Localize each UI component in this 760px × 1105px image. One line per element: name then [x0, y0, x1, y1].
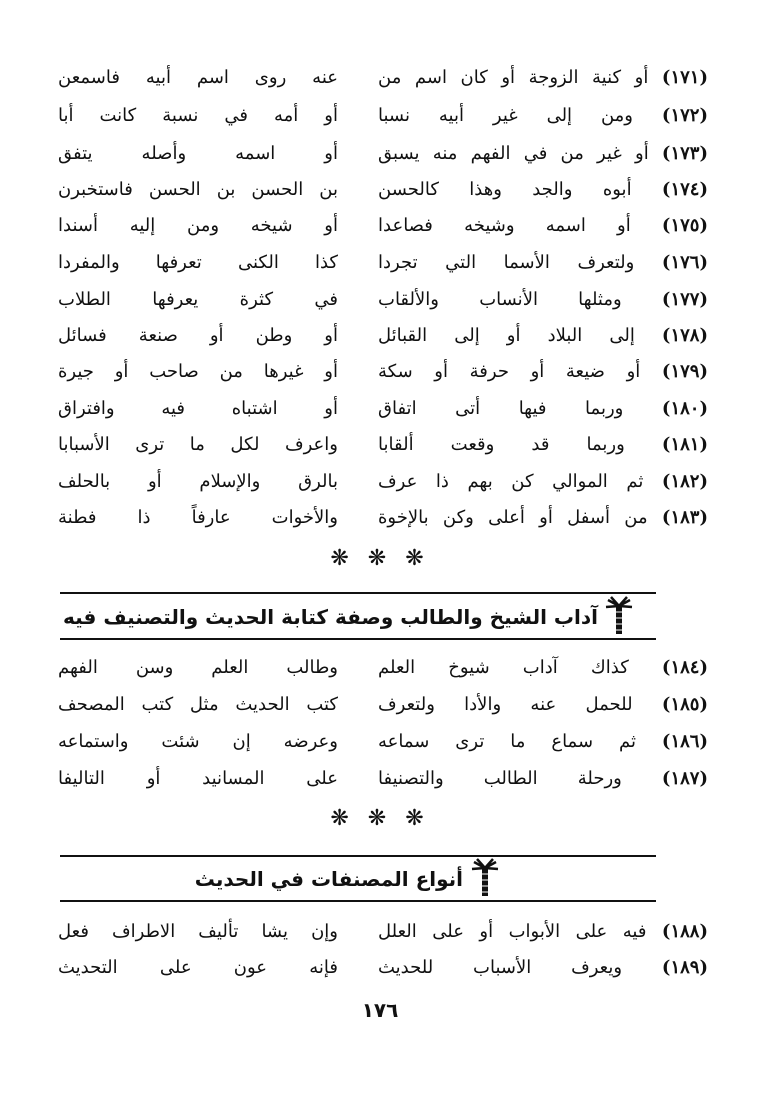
hemistich-text: ثم سماع ما ترى سماعه	[378, 731, 636, 752]
verse-second-hemistich: في كثرة يعرفها الطلاب	[58, 289, 338, 310]
verse-first-hemistich	[378, 98, 708, 134]
section-separator-stars: ❋ ❋ ❋	[330, 806, 430, 831]
heading-bottom-rule	[60, 638, 656, 640]
heading-top-rule	[60, 592, 656, 594]
verse-row	[0, 318, 760, 354]
hemistich-text: ومثلها الأنساب والألقاب	[378, 289, 622, 310]
verse-number: (١٨٥)	[661, 694, 708, 715]
verse-first-hemistich	[378, 761, 708, 797]
verse-number: (١٧١)	[661, 67, 708, 88]
verse-first-hemistich	[378, 500, 708, 536]
verse-number: (١٨٢)	[661, 471, 708, 492]
verse-second-hemistich: كذا الكنى تعرفها والمفردا	[58, 252, 338, 273]
verse-number: (١٧٨)	[661, 325, 708, 346]
verse-number: (١٨٣)	[661, 507, 708, 528]
verse-row	[0, 60, 760, 96]
verse-number: (١٧٤)	[661, 179, 708, 200]
verse-first-hemistich	[378, 950, 708, 986]
verse-row	[0, 391, 760, 427]
verse-second-hemistich: وطالب العلم وسن الفهم	[58, 657, 338, 678]
verse-number: (١٨٠)	[661, 398, 708, 419]
hemistich-text: ورحلة الطالب والتصنيفا	[378, 768, 622, 789]
verse-number: (١٨٧)	[661, 768, 708, 789]
page-number: ١٧٦	[361, 998, 399, 1022]
verse-row	[0, 687, 760, 723]
heading-top-rule	[60, 855, 656, 857]
verse-first-hemistich	[378, 687, 708, 723]
verse-second-hemistich: والأخوات عارفاً ذا فطنة	[58, 507, 338, 528]
verse-second-hemistich: أو اشتباه فيه وافتراق	[58, 398, 338, 419]
hemistich-text: وربما فيها أتى اتفاق	[378, 398, 624, 419]
verse-row	[0, 950, 760, 986]
verse-first-hemistich	[378, 391, 708, 427]
verse-first-hemistich	[378, 60, 708, 96]
section-heading-anwa: أنواع المصنفات في الحديث	[194, 867, 463, 891]
palm-tree-icon	[604, 596, 634, 636]
verse-row	[0, 650, 760, 686]
hemistich-text: إلى البلاد أو إلى القبائل	[378, 325, 635, 346]
heading-bottom-rule	[60, 900, 656, 902]
verse-row	[0, 724, 760, 760]
verse-row	[0, 282, 760, 318]
verse-first-hemistich	[378, 914, 708, 950]
verse-first-hemistich	[378, 172, 708, 208]
verse-first-hemistich	[378, 208, 708, 244]
verse-second-hemistich: على المسانيد أو التاليفا	[58, 768, 338, 789]
hemistich-text: ويعرف الأسباب للحديث	[378, 957, 623, 978]
verse-second-hemistich: أو اسمه وأصله يتفق	[58, 143, 338, 164]
hemistich-text: ولتعرف الأسما التي تجردا	[378, 252, 635, 273]
verse-row	[0, 208, 760, 244]
verse-number: (١٧٥)	[661, 215, 708, 236]
verse-second-hemistich: عنه روى اسم أبيه فاسمعن	[58, 67, 338, 88]
verse-row	[0, 245, 760, 281]
section-separator-stars: ❋ ❋ ❋	[330, 546, 430, 571]
verse-row	[0, 500, 760, 536]
hemistich-text: ومن إلى غير أبيه نسبا	[378, 105, 634, 126]
hemistich-text: كذاك آداب شيوخ العلم	[378, 657, 629, 678]
verse-second-hemistich: بالرق والإسلام أو بالحلف	[58, 471, 338, 492]
verse-row	[0, 761, 760, 797]
verse-first-hemistich	[378, 650, 708, 686]
verse-second-hemistich: أو أمه في نسبة كانت أبا	[58, 105, 338, 126]
verse-number: (١٨٤)	[661, 657, 708, 678]
verse-row	[0, 98, 760, 134]
verse-second-hemistich: وعرضه إن شئت واستماعه	[58, 731, 338, 752]
hemistich-text: أو كنية الزوجة أو كان اسم من	[378, 67, 649, 88]
verse-number: (١٨٩)	[661, 957, 708, 978]
section-heading-adab: آداب الشيخ والطالب وصفة كتابة الحديث والتصنيف فيه	[62, 605, 598, 629]
verse-first-hemistich	[378, 136, 708, 172]
verse-row	[0, 172, 760, 208]
verse-first-hemistich	[378, 724, 708, 760]
verse-second-hemistich: أو وطن أو صنعة فسائل	[58, 325, 338, 346]
hemistich-text: أو غير من في الفهم منه يسبق	[378, 143, 649, 164]
verse-first-hemistich	[378, 282, 708, 318]
hemistich-text: أبوه والجد وهذا كالحسن	[378, 179, 632, 200]
hemistich-text: من أسفل أو أعلى وكن بالإخوة	[378, 507, 648, 528]
verse-second-hemistich: فإنه عون على التحديث	[58, 957, 338, 978]
verse-number: (١٨٨)	[661, 921, 708, 942]
verse-second-hemistich: وإن يشا تأليف الاطراف فعل	[58, 921, 338, 942]
verse-number: (١٨٦)	[661, 731, 708, 752]
hemistich-text: للحمل عنه والأدا ولتعرف	[378, 694, 633, 715]
verse-number: (١٨١)	[661, 434, 708, 455]
verse-second-hemistich: أو غيرها من صاحب أو جيرة	[58, 361, 338, 382]
hemistich-text: فيه على الأبواب أو على العلل	[378, 921, 647, 942]
verse-second-hemistich: أو شيخه ومن إليه أسندا	[58, 215, 338, 236]
verse-row	[0, 354, 760, 390]
palm-tree-icon	[470, 858, 500, 898]
verse-row	[0, 427, 760, 463]
verse-first-hemistich	[378, 318, 708, 354]
verse-row	[0, 914, 760, 950]
verse-first-hemistich	[378, 427, 708, 463]
hemistich-text: وربما قد وقعت ألقابا	[378, 434, 625, 455]
verse-first-hemistich	[378, 245, 708, 281]
verse-second-hemistich: بن الحسن بن الحسن فاستخبرن	[58, 179, 338, 200]
hemistich-text: أو ضيعة أو حرفة أو سكة	[378, 361, 641, 382]
verse-second-hemistich: واعرف لكل ما ترى الأسبابا	[58, 434, 338, 455]
hemistich-text: ثم الموالي كن بهم ذا عرف	[378, 471, 644, 492]
verse-number: (١٧٦)	[661, 252, 708, 273]
verse-first-hemistich	[378, 464, 708, 500]
verse-number: (١٧٧)	[661, 289, 708, 310]
verse-row	[0, 136, 760, 172]
verse-number: (١٧٩)	[661, 361, 708, 382]
verse-row	[0, 464, 760, 500]
verse-number: (١٧٣)	[661, 143, 708, 164]
verse-number: (١٧٢)	[661, 105, 708, 126]
verse-second-hemistich: كتب الحديث مثل كتب المصحف	[58, 694, 338, 715]
verse-first-hemistich	[378, 354, 708, 390]
hemistich-text: أو اسمه وشيخه فصاعدا	[378, 215, 631, 236]
